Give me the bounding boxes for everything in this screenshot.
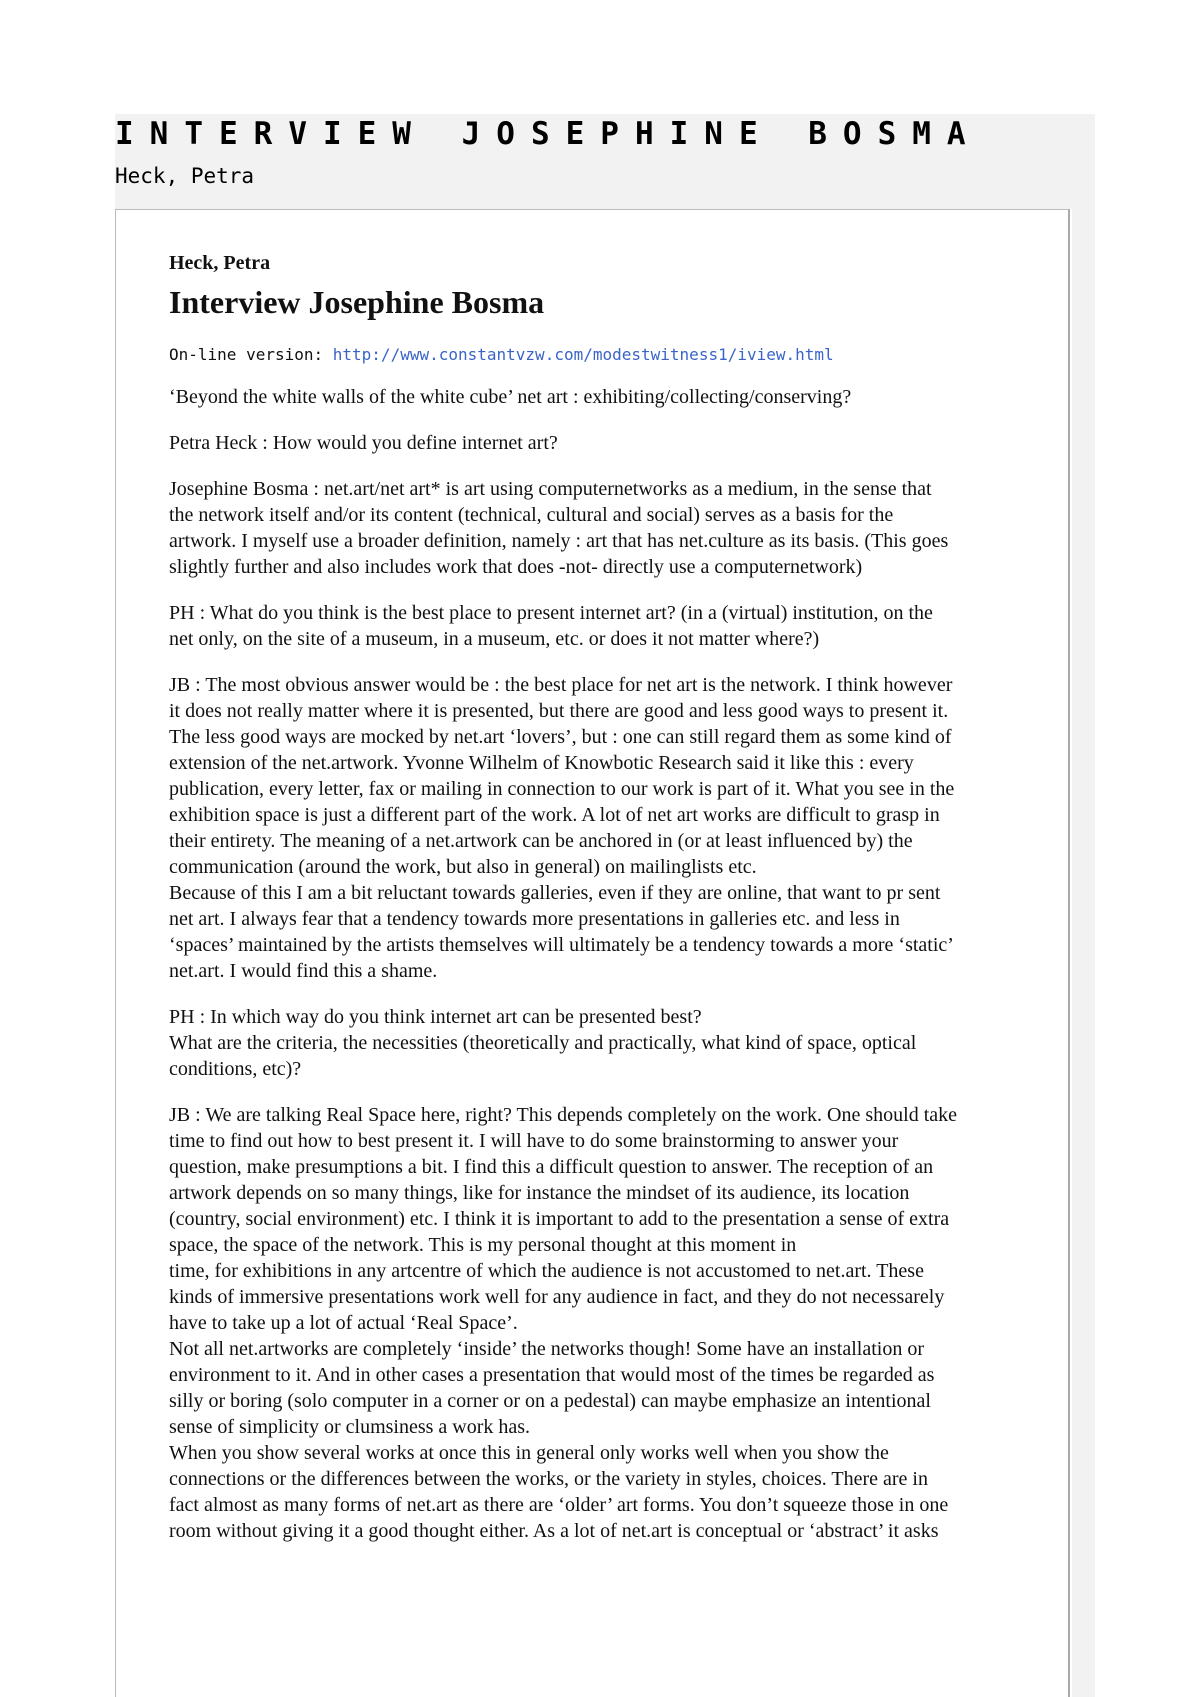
paragraph-line: time to find out how to best present it. I will have to do some brainstorming to answer your [169, 1130, 899, 1152]
paragraph [169, 476, 1009, 580]
paragraph-line: JB : We are talking Real Space here, right? This depends completely on the work. One should take [169, 1104, 957, 1126]
paragraph-line: publication, every letter, fax or mailing in connection to our work is part of it. What you see in the [169, 778, 955, 800]
paragraph [169, 1004, 1009, 1082]
header-title: INTERVIEW JOSEPHINE BOSMA [115, 116, 982, 152]
frame-gutter [1072, 209, 1095, 1697]
paragraph-line: fact almost as many forms of net.art as there are ‘older’ art forms. You don’t squeeze those in one [169, 1494, 949, 1516]
paragraph-line: environment to it. And in other cases a presentation that would most of the times be regarded as [169, 1364, 935, 1386]
paragraph [169, 600, 1009, 652]
paragraph-line: PH : What do you think is the best place to present internet art? (in a (virtual) institution, on the [169, 602, 933, 624]
paragraph-line: conditions, etc)? [169, 1058, 302, 1080]
paragraph-line: What are the criteria, the necessities (theoretically and practically, what kind of space, optical [169, 1032, 917, 1054]
paragraph-line: JB : The most obvious answer would be : the best place for net art is the network. I think however [169, 674, 953, 696]
paragraph-line: have to take up a lot of actual ‘Real Space’. [169, 1312, 518, 1334]
paragraph [169, 384, 1009, 410]
paragraph-line: Not all net.artworks are completely ‘inside’ the networks though! Some have an installation or [169, 1338, 924, 1360]
document-title: Interview Josephine Bosma [169, 284, 545, 320]
paragraph [169, 430, 1009, 456]
page-header [115, 114, 1095, 209]
paragraph-line: connections or the differences between the works, or the variety in styles, choices. There are in [169, 1468, 928, 1490]
paragraph-line: time, for exhibitions in any artcentre of which the audience is not accustomed to net.art. These [169, 1260, 924, 1282]
paragraph-line: net only, on the site of a museum, in a museum, etc. or does it not matter where?) [169, 628, 820, 650]
paragraph-line: Because of this I am a bit reluctant towards galleries, even if they are online, that want to pr sent [169, 882, 941, 904]
paragraph-line: The less good ways are mocked by net.art ‘lovers’, but : one can still regard them as some kind of [169, 726, 952, 748]
paragraph-line: extension of the net.artwork. Yvonne Wilhelm of Knowbotic Research said it like this : every [169, 752, 914, 774]
paragraph-line: sense of simplicity or clumsiness a work has. [169, 1416, 531, 1438]
paragraph-line: net art. I always fear that a tendency towards more presentations in galleries etc. and less in [169, 908, 900, 930]
paragraph-line: their entirety. The meaning of a net.artwork can be anchored in (or at least influenced by) the [169, 830, 913, 852]
paragraph-line: exhibition space is just a different part of the work. A lot of net art works are difficult to grasp in [169, 804, 940, 826]
paragraph-line: space, the space of the network. This is my personal thought at this moment in [169, 1234, 797, 1256]
header-author: Heck, Petra [115, 164, 255, 188]
paragraph-line: ‘Beyond the white walls of the white cube’ net art : exhibiting/collecting/conserving? [169, 386, 852, 408]
paragraph-line: artwork. I myself use a broader definition, namely : art that has net.culture as its basis. (This goes [169, 530, 949, 552]
paragraph-line: it does not really matter where it is presented, but there are good and less good ways to present it. [169, 700, 949, 722]
paragraph-line: Petra Heck : How would you define internet art? [169, 432, 558, 454]
paragraph-line: silly or boring (solo computer in a corner or on a pedestal) can maybe emphasize an intentional [169, 1390, 931, 1412]
online-version-label: On-line version: [169, 345, 333, 364]
paragraph-line: communication (around the work, but also in general) on mailinglists etc. [169, 856, 757, 878]
online-version [169, 344, 1009, 366]
paragraph-line: (country, social environment) etc. I think it is important to add to the presentation a sense of extra [169, 1208, 950, 1230]
paragraph [169, 672, 1009, 984]
paragraph-line: net.art. I would find this a shame. [169, 960, 438, 982]
document-content [169, 250, 1009, 1564]
document-author: Heck, Petra [169, 252, 271, 274]
paragraph-line: artwork depends on so many things, like for instance the mindset of its audience, its location [169, 1182, 910, 1204]
paragraph-line: PH : In which way do you think internet art can be presented best? [169, 1006, 702, 1028]
online-version-link[interactable]: http://www.constantvzw.com/modestwitness1/iview.html [332, 345, 834, 364]
paragraph-line: the network itself and/or its content (technical, cultural and social) serves as a basis for the [169, 504, 894, 526]
paragraph-line: question, make presumptions a bit. I find this a difficult question to answer. The reception of an [169, 1156, 934, 1178]
paragraph-line: kinds of immersive presentations work well for any audience in fact, and they do not necessarely [169, 1286, 945, 1308]
paragraph [169, 1102, 1009, 1544]
paragraph-line: room without giving it a good thought either. As a lot of net.art is conceptual or ‘abstract’ it asks [169, 1520, 939, 1542]
paragraph-line: slightly further and also includes work that does -not- directly use a computernetwork) [169, 556, 863, 578]
paragraph-line: Josephine Bosma : net.art/net art* is art using computernetworks as a medium, in the sense that [169, 478, 932, 500]
interview-body [169, 384, 1009, 1544]
paragraph-line: ‘spaces’ maintained by the artists themselves will ultimately be a tendency towards a more ‘static’ [169, 934, 954, 956]
paragraph-line: When you show several works at once this in general only works well when you show the [169, 1442, 889, 1464]
